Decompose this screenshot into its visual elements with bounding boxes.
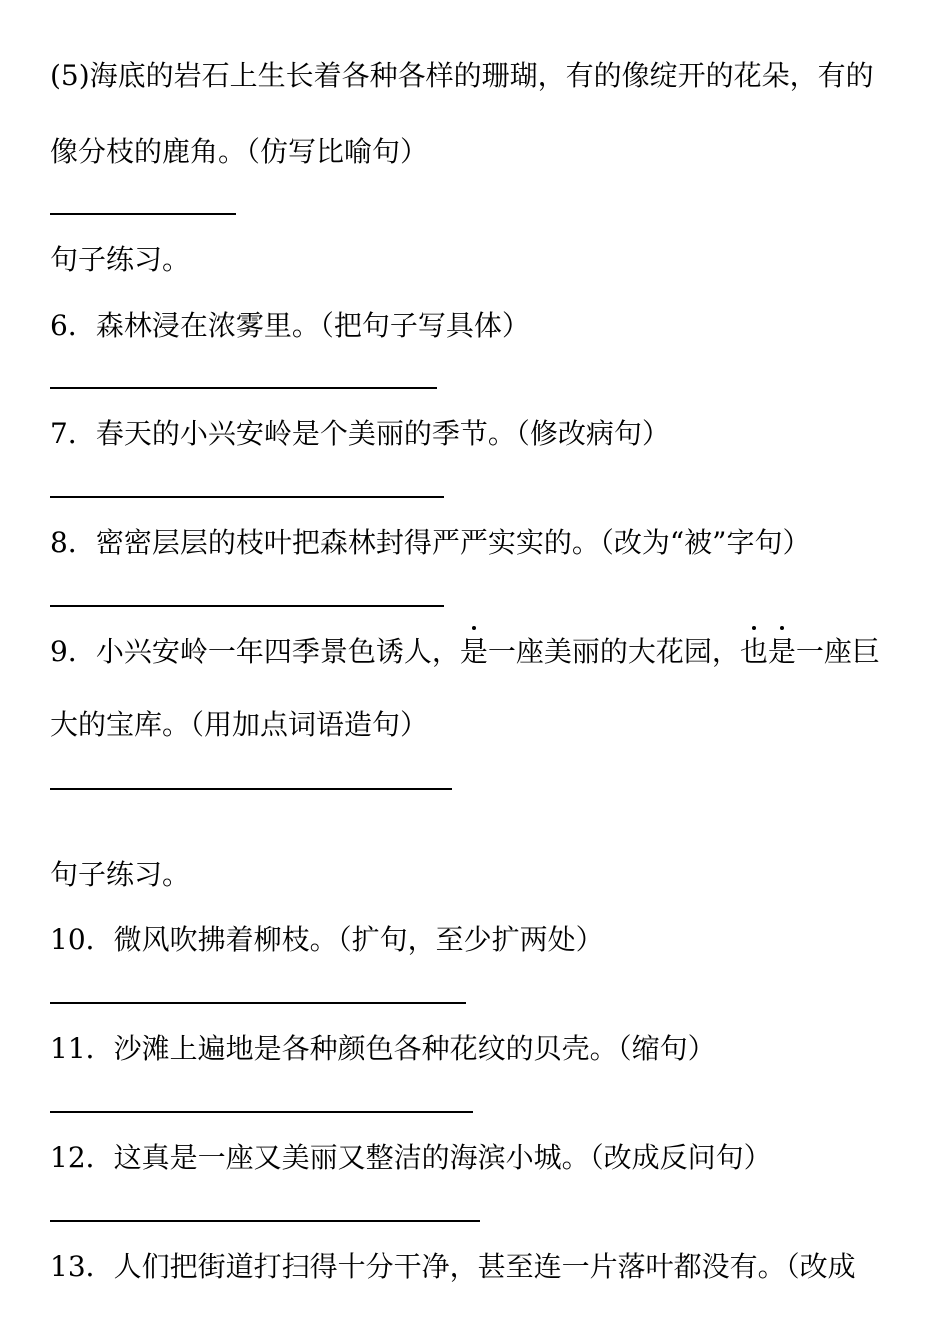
answer-blank-7[interactable] xyxy=(50,496,444,498)
question-6: 6．森林浸在浓雾里。（把句子写具体） xyxy=(50,309,530,342)
answer-blank-6[interactable] xyxy=(50,387,437,389)
answer-blank-11[interactable] xyxy=(50,1111,473,1113)
question-12: 12．这真是一座又美丽又整洁的海滨小城。（改成反问句） xyxy=(50,1141,772,1174)
answer-blank-5[interactable] xyxy=(50,213,236,215)
question-9-text-c: 一座巨 xyxy=(795,635,880,668)
question-9-line-2: 大的宝库。（用加点词语造句） xyxy=(50,708,429,741)
question-5-line-2: 像分枝的鹿角。（仿写比喻句） xyxy=(50,135,429,168)
question-9-line-1 xyxy=(50,632,880,672)
emphasis-dot-word: 也 xyxy=(740,632,768,672)
emphasis-dot-word: 是 xyxy=(460,632,488,672)
emphasis-dot-word: 是 xyxy=(768,632,796,672)
section-title: 句子练习。 xyxy=(50,858,191,891)
question-11: 11．沙滩上遍地是各种颜色各种花纹的贝壳。（缩句） xyxy=(50,1032,716,1065)
answer-blank-9[interactable] xyxy=(50,788,452,790)
question-9-text-a: 9．小兴安岭一年四季景色诱人， xyxy=(50,635,460,668)
answer-blank-12[interactable] xyxy=(50,1220,480,1222)
question-10: 10．微风吹拂着柳枝。（扩句，至少扩两处） xyxy=(50,923,604,956)
section-title: 句子练习。 xyxy=(50,243,191,276)
answer-blank-8[interactable] xyxy=(50,605,444,607)
question-5-line-1: (5)海底的岩石上生长着各种各样的珊瑚，有的像绽开的花朵，有的 xyxy=(50,59,874,92)
question-7: 7．春天的小兴安岭是个美丽的季节。（修改病句） xyxy=(50,417,670,450)
question-9-text-b: 一座美丽的大花园， xyxy=(487,635,740,668)
answer-blank-10[interactable] xyxy=(50,1002,466,1004)
question-8: 8．密密层层的枝叶把森林封得严严实实的。（改为“被”字句） xyxy=(50,526,811,559)
question-13-line-1: 13．人们把街道打扫得十分干净，甚至连一片落叶都没有。（改成 xyxy=(50,1250,856,1283)
